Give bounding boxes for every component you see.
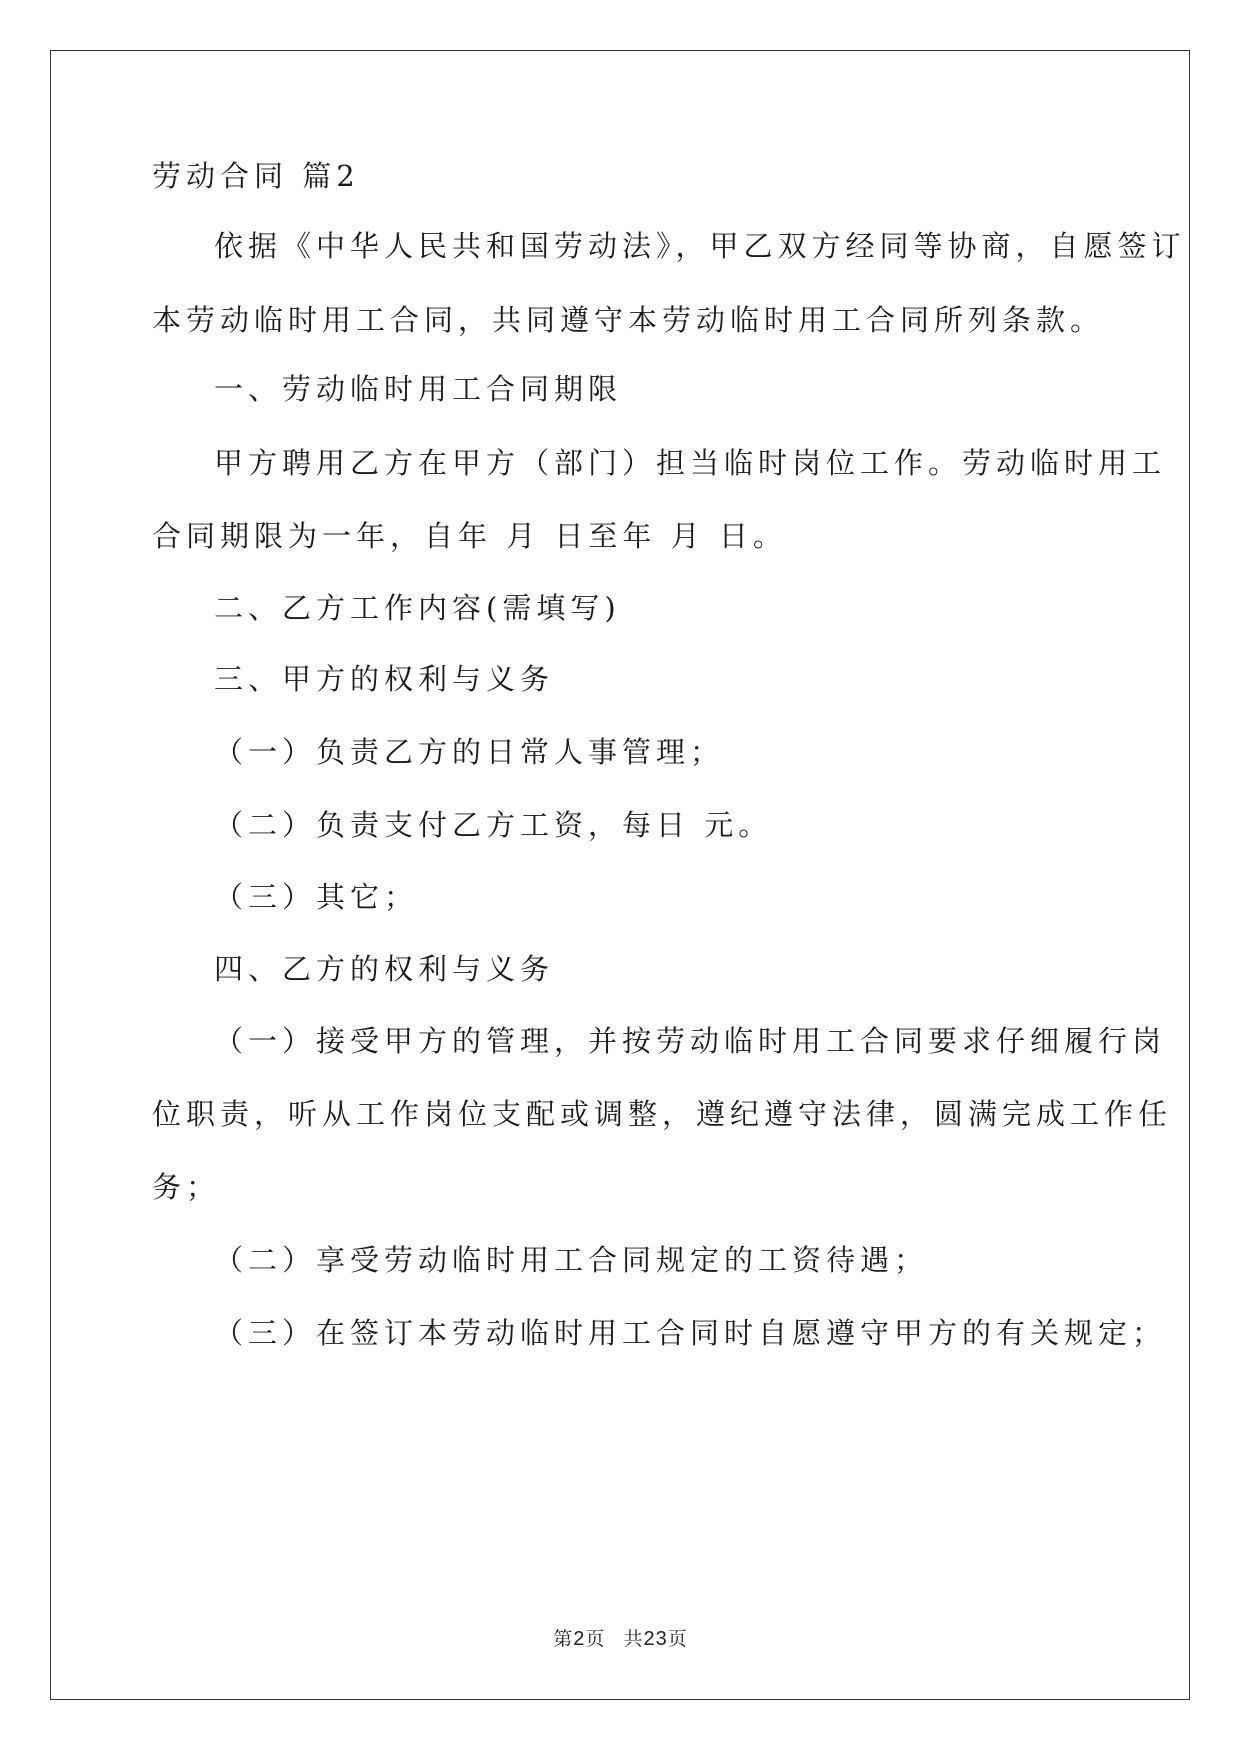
page-prefix: 第 [553,1628,574,1650]
paragraph-line: 务； [152,1170,221,1204]
paragraph-line: 甲方聘用乙方在甲方（部门）担当临时岗位工作。劳动临时用工 [214,446,1167,480]
document-title: 劳动合同 篇2 [152,159,360,193]
list-item: （二）负责支付乙方工资，每日 元。 [214,808,773,842]
list-item: （三）其它； [214,880,419,914]
paragraph-line: 位职责，听从工作岗位支配或调整，遵纪遵守法律，圆满完成工作任 [152,1097,1173,1131]
paragraph-line: 依据《中华人民共和国劳动法》，甲乙双方经同等协商，自愿签订 [214,229,1186,263]
page-border [50,50,1190,1700]
paragraph-line: 本劳动临时用工合同，共同遵守本劳动临时用工合同所列条款。 [152,303,1105,337]
page-total: 23 [643,1628,668,1650]
page-suffix: 页 [585,1628,606,1650]
section-heading: 二、乙方工作内容(需填写) [214,591,621,625]
section-heading: 三、甲方的权利与义务 [214,662,555,696]
paragraph-line: 合同期限为一年，自年 月 日至年 月 日。 [152,519,787,553]
page-current: 2 [573,1628,586,1650]
list-item: （二）享受劳动临时用工合同规定的工资待遇； [214,1243,929,1277]
list-item: （一）负责乙方的日常人事管理； [214,735,725,769]
section-heading: 四、乙方的权利与义务 [214,952,555,986]
total-prefix: 共 [623,1628,644,1650]
list-item: （一）接受甲方的管理，并按劳动临时用工合同要求仔细履行岗 [214,1024,1167,1058]
section-heading: 一、劳动临时用工合同期限 [214,372,623,406]
page-footer [0,1624,1241,1651]
list-item: （三）在签订本劳动临时用工合同时自愿遵守甲方的有关规定； [214,1316,1167,1350]
total-suffix: 页 [667,1628,688,1650]
